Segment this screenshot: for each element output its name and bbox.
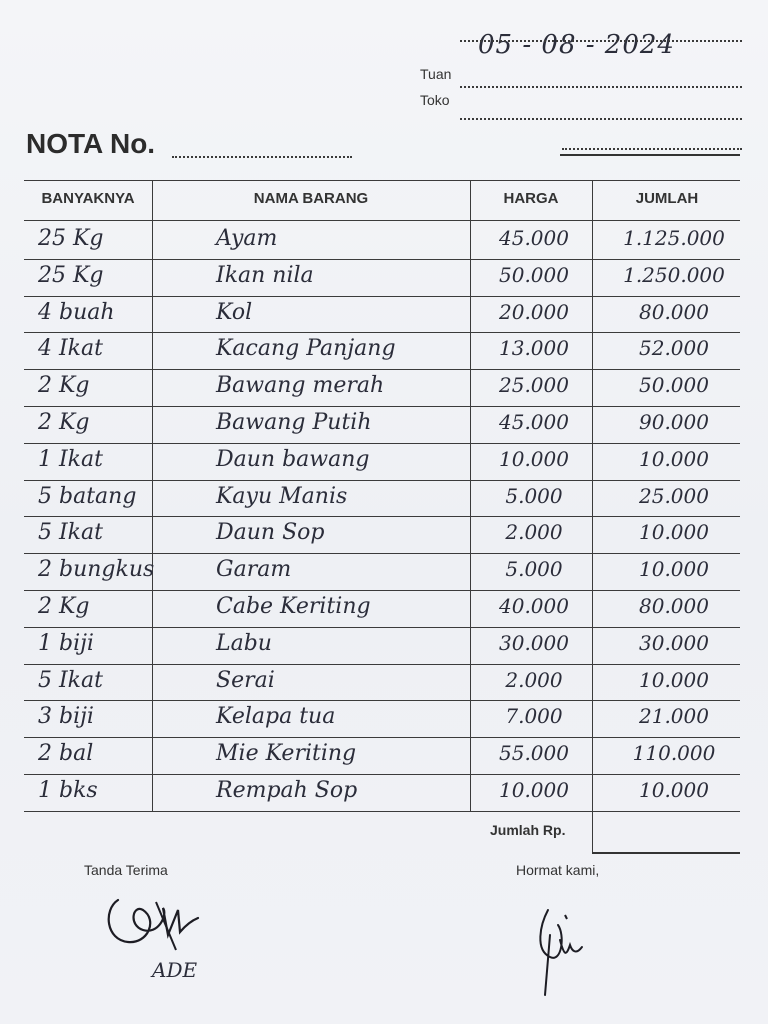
row-price: 30.000 [499,630,569,655]
row-total: 10.000 [639,446,709,471]
row-quantity: 5 Ikat [38,520,103,546]
row-price: 55.000 [499,741,569,766]
row-price: 45.000 [499,226,569,250]
row-quantity: 1 Ikat [38,446,103,472]
row-item-name: Rempah Sop [216,778,358,803]
table-row [24,222,742,259]
tuan-label: Tuan [420,66,452,82]
row-quantity: 3 biji [38,704,94,730]
date-value: 05 - 08 - 2024 [478,30,675,60]
row-quantity: 5 batang [38,483,137,509]
row-item-name: Bawang Putih [216,410,372,435]
table-row [24,480,742,517]
table-row [24,774,742,811]
col-header-item: NAMA BARANG [253,190,369,207]
nota-number-line [172,156,352,158]
table-row [24,406,742,443]
row-item-name: Mie Keriting [216,741,357,767]
jumlah-underline [592,852,740,854]
table-row [24,553,742,590]
row-total: 110.000 [632,741,716,766]
row-quantity: 2 Kg [38,594,90,619]
table-row [24,443,742,480]
row-item-name: Daun bawang [216,446,370,472]
row-quantity: 25 Kg [38,226,104,251]
row-total: 30.000 [639,630,709,655]
row-price: 45.000 [499,410,569,434]
table-row [24,259,742,296]
hormat-kami-label: Hormat kami, [516,862,600,878]
row-quantity: 2 Kg [38,373,90,399]
col-header-qty: BANYAKNYA [41,190,135,207]
row-item-name: Ayam [216,226,278,251]
row-item-name: Kayu Manis [216,483,348,509]
seller-signature [520,895,600,1000]
row-quantity: 4 Ikat [38,336,103,362]
row-price: 10.000 [499,778,569,802]
row-price: 5.000 [505,557,563,582]
toko-label: Toko [420,92,450,108]
col-header-total: JUMLAH [635,190,699,207]
table-row [24,332,742,369]
row-price: 2.000 [505,520,563,545]
table-top-border [24,180,740,181]
table-row [24,737,742,774]
header-rule [560,154,740,156]
tanda-terima-label: Tanda Terima [84,862,168,878]
receiver-name: ADE [152,958,198,982]
jumlah-label: Jumlah Rp. [490,822,566,838]
table-row [24,369,742,406]
row-total: 10.000 [639,778,709,802]
row-total: 90.000 [639,410,709,434]
row-total: 80.000 [639,594,709,618]
row-price: 13.000 [499,336,569,361]
row-price: 10.000 [499,446,569,471]
row-total: 10.000 [639,520,709,545]
row-price: 50.000 [499,262,569,287]
receiver-signature [98,880,208,970]
row-quantity: 2 bungkus [38,557,155,583]
row-price: 2.000 [505,667,563,692]
row-quantity: 2 bal [38,741,94,767]
row-item-name: Daun Sop [216,520,325,546]
row-item-name: Kol [216,299,253,325]
table-header-border [24,220,740,221]
row-item-name: Serai [216,667,275,693]
row-quantity: 1 biji [38,630,94,656]
tuan-line [460,86,742,88]
table-row [24,296,742,333]
row-item-name: Garam [216,557,292,583]
table-row [24,590,742,627]
row-item-name: Kelapa tua [216,704,336,730]
row-item-name: Bawang merah [216,373,385,399]
toko-line [460,118,742,120]
row-quantity: 5 Ikat [38,667,103,693]
row-price: 25.000 [499,373,569,398]
row-price: 5.000 [505,483,563,508]
row-quantity: 1 bks [38,778,98,803]
row-total: 25.000 [639,483,709,508]
table-row [24,627,742,664]
col-header-price: HARGA [503,190,559,207]
row-total: 10.000 [639,557,709,582]
row-price: 7.000 [505,704,563,729]
row-price: 40.000 [499,594,569,618]
row-quantity: 25 Kg [38,262,104,288]
row-total: 10.000 [639,667,709,692]
table-row [24,700,742,737]
row-total: 80.000 [639,299,709,324]
table-header [24,178,742,220]
row-price: 20.000 [499,299,569,324]
date-line [460,40,742,42]
row-total: 1.125.000 [623,226,725,250]
nota-title: NOTA No. [26,128,156,159]
table-row [24,516,742,553]
row-item-name: Cabe Keriting [216,594,371,619]
row-total: 21.000 [639,704,709,729]
row-total: 1.250.000 [623,262,725,287]
row-item-name: Labu [216,630,272,656]
table-row [24,664,742,701]
row-item-name: Kacang Panjang [216,336,396,362]
row-item-name: Ikan nila [216,262,314,288]
row-total: 50.000 [639,373,709,398]
toko-line-2 [562,148,742,150]
row-total: 52.000 [639,336,709,361]
row-quantity: 4 buah [38,299,115,325]
row-quantity: 2 Kg [38,410,90,435]
